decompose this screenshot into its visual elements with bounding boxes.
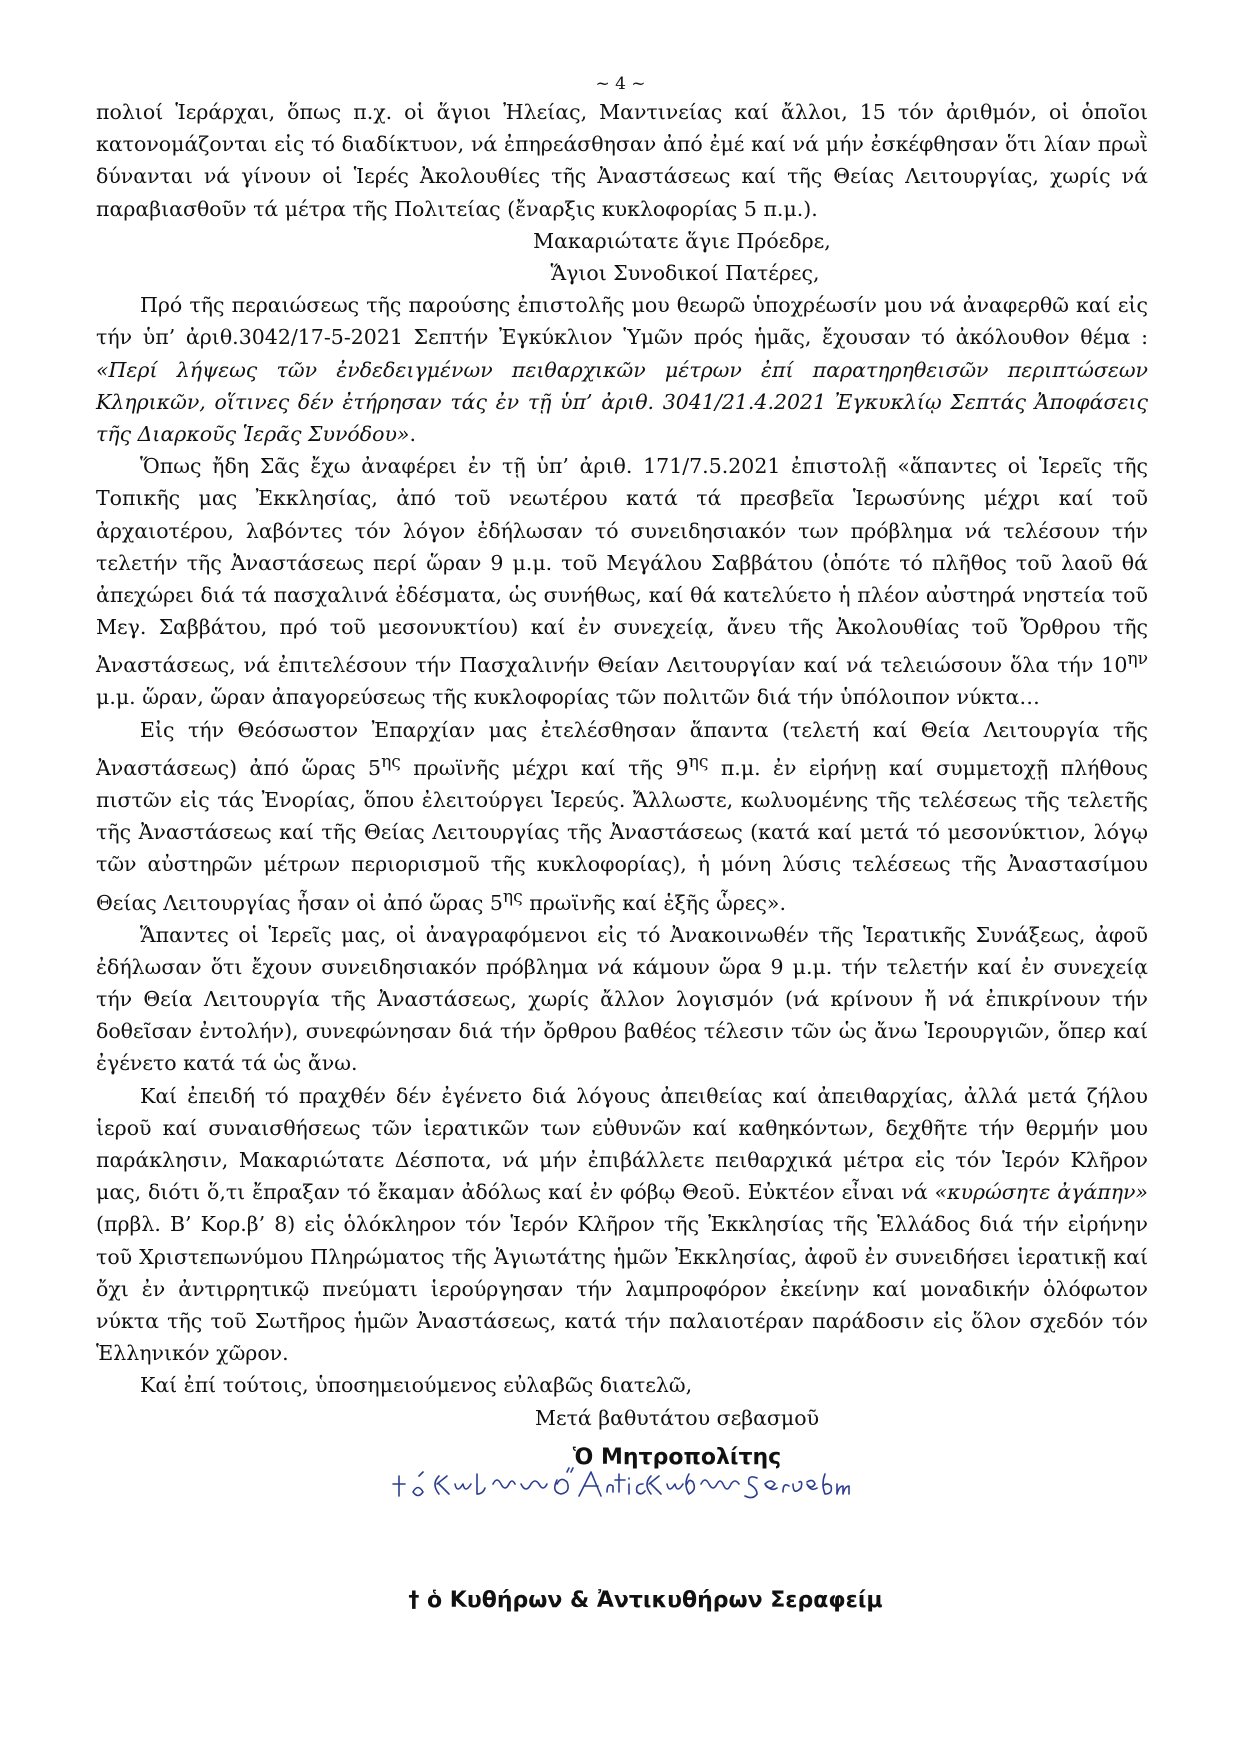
salutation-synod: Ἅγιοι Συνοδικοί Πατέρες, (550, 261, 820, 286)
salutation-president: Μακαριώτατε ἅγιε Πρόεδρε, (533, 228, 831, 253)
page-number: ~ 4 ~ (595, 74, 646, 94)
ordinal-suffix: ης (688, 751, 709, 772)
paragraph-text: (πρβλ. Β’ Κορ.β’ 8) εἰς ὁλόκληρον τόν Ἱερόν Κλῆρον τῆς Ἐκκλησίας τῆς Ἑλλάδος διά τήν εἰρήνην τοῦ Χριστεπωνύμου Πληρώματος τῆς Ἁγιωτάτης ἡμῶν Ἐκκλησίας, ἀφοῦ ἐν συνειδήσει ἱερατικῇ καί ὄχι ἐν ἀντιρρητικῷ πνεύματι ἱερούργησαν τήν λαμπροφόρον ἐκείνην καί μοναδικήν ὁλόφωτον νύκτα τῆς τοῦ Σωτῆρος ἡμῶν Ἀναστάσεως, κατά τήν παλαιοτέραν παράδοσιν εἰς ὅλον σχεδόν τόν Ἑλληνικόν χῶρον. (96, 1212, 1148, 1366)
paragraph-text: Πρό τῆς περαιώσεως τῆς παρούσης ἐπιστολῆς μου θεωρῶ ὑποχρέωσίν μου νά ἀναφερθῶ καί εἰς τήν ὑπ’ ἀριθ.3042/17-5-2021 Σεπτήν Ἐγκύκλιον Ὑμῶν πρός ἡμᾶς, ἔχουσαν τό ἀκόλουθον θέμα : (96, 293, 1148, 350)
paragraph-encyclical-reference (96, 289, 1148, 450)
paragraph-text: πρωϊνῆς καί ἑξῆς ὧρες». (522, 890, 786, 915)
signature-scribble (381, 1462, 861, 1512)
scripture-quote: «κυρώσητε ἀγάπην» (934, 1180, 1148, 1205)
paragraph-text: . (409, 422, 416, 447)
paragraph-previous-letter (96, 450, 1148, 713)
closing-regards: Μετά βαθυτάτου σεβασμοῦ (534, 1405, 820, 1430)
paragraph-plea (96, 1080, 1148, 1370)
paragraph-text: Εἰς τήν Θεόσωστον Ἐπαρχίαν μας ἐτελέσθησαν ἅπαντα (τελετή καί Θεία Λειτουργία τῆς Ἀναστάσεως) ἀπό ὥρας 5 (96, 717, 1148, 780)
paragraph-text: Καί ἐπειδή τό πραχθέν δέν ἐγένετο διά λόγους ἀπειθείας καί ἀπειθαρχίας, ἀλλά μετά ζήλου ἱεροῦ καί συναισθήσεως τῶν ἱερατικῶν των εὐθυνῶν καί καθηκόντων, δεχθῆτε τήν θερμήν μου παράκλησιν, Μακαριώτατε Δέσποτα, νά μήν ἐπιβάλλετε πειθαρχικά μέτρα εἰς τόν Ἱερόν Κλῆρον μας, διότι ὅ,τι ἔπραξαν τό ἔκαμαν ἀδόλως καί ἐν φόβῳ Θεοῦ. Εὐκτέον εἶναι νά (96, 1083, 1148, 1205)
paragraph-closing-formula: Καί ἐπί τούτοις, ὑποσημειούμενος εὐλαβῶς διατελῶ, (140, 1373, 693, 1398)
signatory-name: † ὁ Κυθήρων & Ἀντικυθήρων Σεραφείμ (408, 1588, 883, 1613)
paragraph-services-held (96, 714, 1148, 919)
letter-body (96, 96, 1148, 1474)
encyclical-subject-quote: «Περί λήψεως τῶν ἐνδεδειγμένων πειθαρχικῶν μέτρων ἐπί παρατηρηθεισῶν περιπτώσεων Κληρικῶν, οἵτινες δέν ἐτήρησαν τάς ἐν τῇ ὑπ’ ἀριθ. 3041/21.4.2021 Ἐγκυκλίῳ Σεπτάς Ἀποφάσεις τῆς Διαρκοῦς Ἱερᾶς Συνόδου» (96, 357, 1148, 447)
paragraph-priests-statement: Ἅπαντες οἱ Ἱερεῖς μας, οἱ ἀναγραφόμενοι εἰς τό Ἀνακοινωθέν τῆς Ἱερατικῆς Συνάξεως, ἀφοῦ ἐδήλωσαν ὅτι ἔχουν συνειδησιακόν πρόβλημα νά κάμουν ὥρα 9 μ.μ. τήν τελετήν καί ἐν συνεχείᾳ τήν Θεία Λειτουργία τῆς Ἀναστάσεως, χωρίς ἄλλον λογισμόν (νά κρίνουν ἤ νά ἐπικρίνουν τήν δοθεῖσαν ἐντολήν), συνεφώνησαν διά τήν ὄρθρου βαθέος τέλεσιν τῶν ὡς ἄνω Ἱερουργιῶν, ὅπερ καί ἐγένετο κατά τά ὡς ἄνω. (96, 922, 1148, 1076)
paragraph-text: Ὅπως ἤδη Σᾶς ἔχω ἀναφέρει ἐν τῇ ὑπ’ ἀριθ. 171/7.5.2021 ἐπιστολῇ «ἅπαντες οἱ Ἱερεῖς τῆς Τοπικῆς μας Ἐκκλησίας, ἀπό τοῦ νεωτέρου κατά τά πρεσβεῖα Ἱερωσύνης μέχρι καί τοῦ ἀρχαιοτέρου, λαβόντες τόν λόγον ἐδήλωσαν τό συνειδησιακόν των πρόβλημα νά τελέσουν τήν τελετήν τῆς Ἀναστάσεως περί ὥραν 9 μ.μ. τοῦ Μεγάλου Σαββάτου (ὁπότε τό πλῆθος τοῦ λαοῦ θά ἀπεχώρει διά τά πασχαλινά ἐδέσματα, ὡς συνήθως, καί θά κατελύετο ἡ πλέον αὐστηρά νηστεία τοῦ Μεγ. Σαββάτου, πρό τοῦ μεσονυκτίου) καί ἐν συνεχείᾳ, ἄνευ τῆς Ἀκολουθίας τοῦ Ὄρθρου τῆς Ἀναστάσεως, νά ἐπιτελέσουν τήν Πασχαλινήν Θείαν Λειτουργίαν καί νά τελειώσουν ὅλα τήν 10 (96, 454, 1148, 678)
ordinal-suffix: ης (381, 751, 401, 772)
paragraph-text: μ.μ. ὥραν, ὥραν ἀπαγορεύσεως τῆς κυκλοφορίας τῶν πολιτῶν διά τήν ὑπόλοιπον νύκτα… (96, 685, 1040, 710)
paragraph-text: π.μ. ἐν εἰρήνῃ καί συμμετοχῇ πλήθους πιστῶν εἰς τάς Ἐνορίας, ὅπου ἐλειτούργει Ἱερεύς. Ἄλλωστε, κωλυομένης τῆς τελέσεως τῆς τελετῆς τῆς Ἀναστάσεως καί τῆς Θείας Λειτουργίας τῆς Ἀναστάσεως (κατά καί μετά τό μεσονύκτιον, λόγῳ τῶν αὐστηρῶν μέτρων περιορισμοῦ τῆς κυκλοφορίας), ἡ μόνη λύσις τελέσεως τῆς Ἀναστασίμου Θείας Λειτουργίας ἦσαν οἱ ἀπό ὥρας 5 (96, 755, 1148, 915)
paragraph-continuation: πολιοί Ἱεράρχαι, ὅπως π.χ. οἱ ἅγιοι Ἠλείας, Μαντινείας καί ἄλλοι, 15 τόν ἀριθμόν, οἱ ὁποῖοι κατονομάζονται εἰς τό διαδίκτυον, νά ἐπηρεάσθησαν ἀπό ἐμέ καί νά μήν ἐσκέφθησαν ὅτι λίαν πρωῒ δύνανται νά γίνουν οἱ Ἱερές Ἀκολουθίες τῆς Ἀναστάσεως καί τῆς Θείας Λειτουργίας, χωρίς νά παραβιασθοῦν τά μέτρα τῆς Πολιτείας (ἔναρξις κυκλοφορίας 5 π.μ.). (96, 100, 1148, 221)
ordinal-suffix: ης (502, 886, 523, 907)
ordinal-suffix: ην (1127, 649, 1148, 670)
signatory-title: Ὁ Μητροπολίτης (572, 1444, 782, 1470)
paragraph-text: πρωϊνῆς μέχρι καί τῆς 9 (400, 755, 689, 780)
handwritten-signature (0, 1462, 1241, 1512)
